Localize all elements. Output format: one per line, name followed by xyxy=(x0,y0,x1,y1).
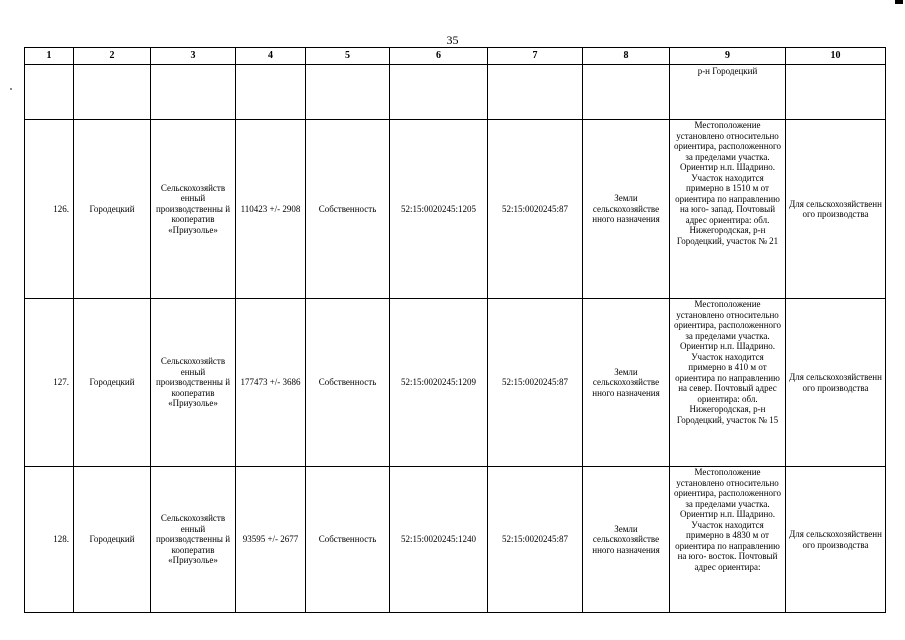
cell-owner: Сельскохозяйств енный производственны й кооператив «Приузолье» xyxy=(151,299,236,467)
cell-num: 126. xyxy=(25,120,74,299)
cell-parent-number: 52:15:0020245:87 xyxy=(488,299,583,467)
cell-purpose: Для сельскохозяйственн ого производства xyxy=(786,467,886,613)
cell-area: 93595 +/- 2677 xyxy=(236,467,306,613)
header-cell: 8 xyxy=(583,48,670,65)
header-cell: 9 xyxy=(670,48,786,65)
cell-cadastral-number: 52:15:0020245:1240 xyxy=(390,467,488,613)
page-number: 35 xyxy=(446,33,459,47)
cell-parent-number xyxy=(488,65,583,120)
header-cell: 6 xyxy=(390,48,488,65)
cell-parent-number: 52:15:0020245:87 xyxy=(488,120,583,299)
cell-category: Земли сельскохозяйстве нного назначения xyxy=(583,299,670,467)
table-row xyxy=(25,299,886,467)
cell-right: Собственность xyxy=(306,467,390,613)
cell-location: Местоположение установлено относительно ориентира, расположенного за пределами участка. Ориентир н.п. Шадрино. Участок находится примерно в 410 м от ориентира по направлению на север. Почтовый адрес ориентира: обл. Нижегородская, р-н Городецкий, участок № 15 xyxy=(670,299,786,467)
cell-area: 110423 +/- 2908 xyxy=(236,120,306,299)
table-row-continuation xyxy=(25,65,886,120)
cell-purpose xyxy=(786,65,886,120)
cell-location: Местоположение установлено относительно ориентира, расположенного за пределами участка. Ориентир н.п. Шадрино. Участок находится примерно в 4830 м от ориентира по направлению на юго- восток. Почтовый адрес ориентира: xyxy=(670,467,786,613)
cell-category xyxy=(583,65,670,120)
header-cell: 3 xyxy=(151,48,236,65)
header-cell: 10 xyxy=(786,48,886,65)
cell-cadastral-number: 52:15:0020245:1205 xyxy=(390,120,488,299)
cell-right: Собственность xyxy=(306,299,390,467)
header-cell: 7 xyxy=(488,48,583,65)
cell-right xyxy=(306,65,390,120)
cell-owner: Сельскохозяйств енный производственны й кооператив «Приузолье» xyxy=(151,120,236,299)
table-row xyxy=(25,467,886,613)
cell-parent-number: 52:15:0020245:87 xyxy=(488,467,583,613)
cell-area xyxy=(236,65,306,120)
cell-cadastral-number: 52:15:0020245:1209 xyxy=(390,299,488,467)
cell-num: 128. xyxy=(25,467,74,613)
cell-num xyxy=(25,65,74,120)
cell-owner: Сельскохозяйств енный производственны й кооператив «Приузолье» xyxy=(151,467,236,613)
cell-category: Земли сельскохозяйстве нного назначения xyxy=(583,467,670,613)
scan-dot xyxy=(10,88,12,90)
land-plots-table xyxy=(24,47,886,613)
cell-location: Местоположение установлено относительно ориентира, расположенного за пределами участка. Ориентир н.п. Шадрино. Участок находится примерно в 1510 м от ориентира по направлению на юго- запад. Почтовый адрес ориентира: обл. Нижегородская, р-н Городецкий, участок № 21 xyxy=(670,120,786,299)
cell-district: Городецкий xyxy=(74,299,151,467)
header-cell: 2 xyxy=(74,48,151,65)
cell-location: р-н Городецкий xyxy=(670,65,786,120)
cell-district: Городецкий xyxy=(74,120,151,299)
cell-district xyxy=(74,65,151,120)
header-cell: 1 xyxy=(25,48,74,65)
cell-owner xyxy=(151,65,236,120)
corner-mark xyxy=(895,0,903,4)
header-cell: 4 xyxy=(236,48,306,65)
header-cell: 5 xyxy=(306,48,390,65)
cell-cadastral-number xyxy=(390,65,488,120)
cell-purpose: Для сельскохозяйственн ого производства xyxy=(786,120,886,299)
cell-purpose: Для сельскохозяйственн ого производства xyxy=(786,299,886,467)
header-row xyxy=(25,48,886,65)
cell-area: 177473 +/- 3686 xyxy=(236,299,306,467)
cell-category: Земли сельскохозяйстве нного назначения xyxy=(583,120,670,299)
cell-num: 127. xyxy=(25,299,74,467)
cell-right: Собственность xyxy=(306,120,390,299)
cell-district: Городецкий xyxy=(74,467,151,613)
table-row xyxy=(25,120,886,299)
